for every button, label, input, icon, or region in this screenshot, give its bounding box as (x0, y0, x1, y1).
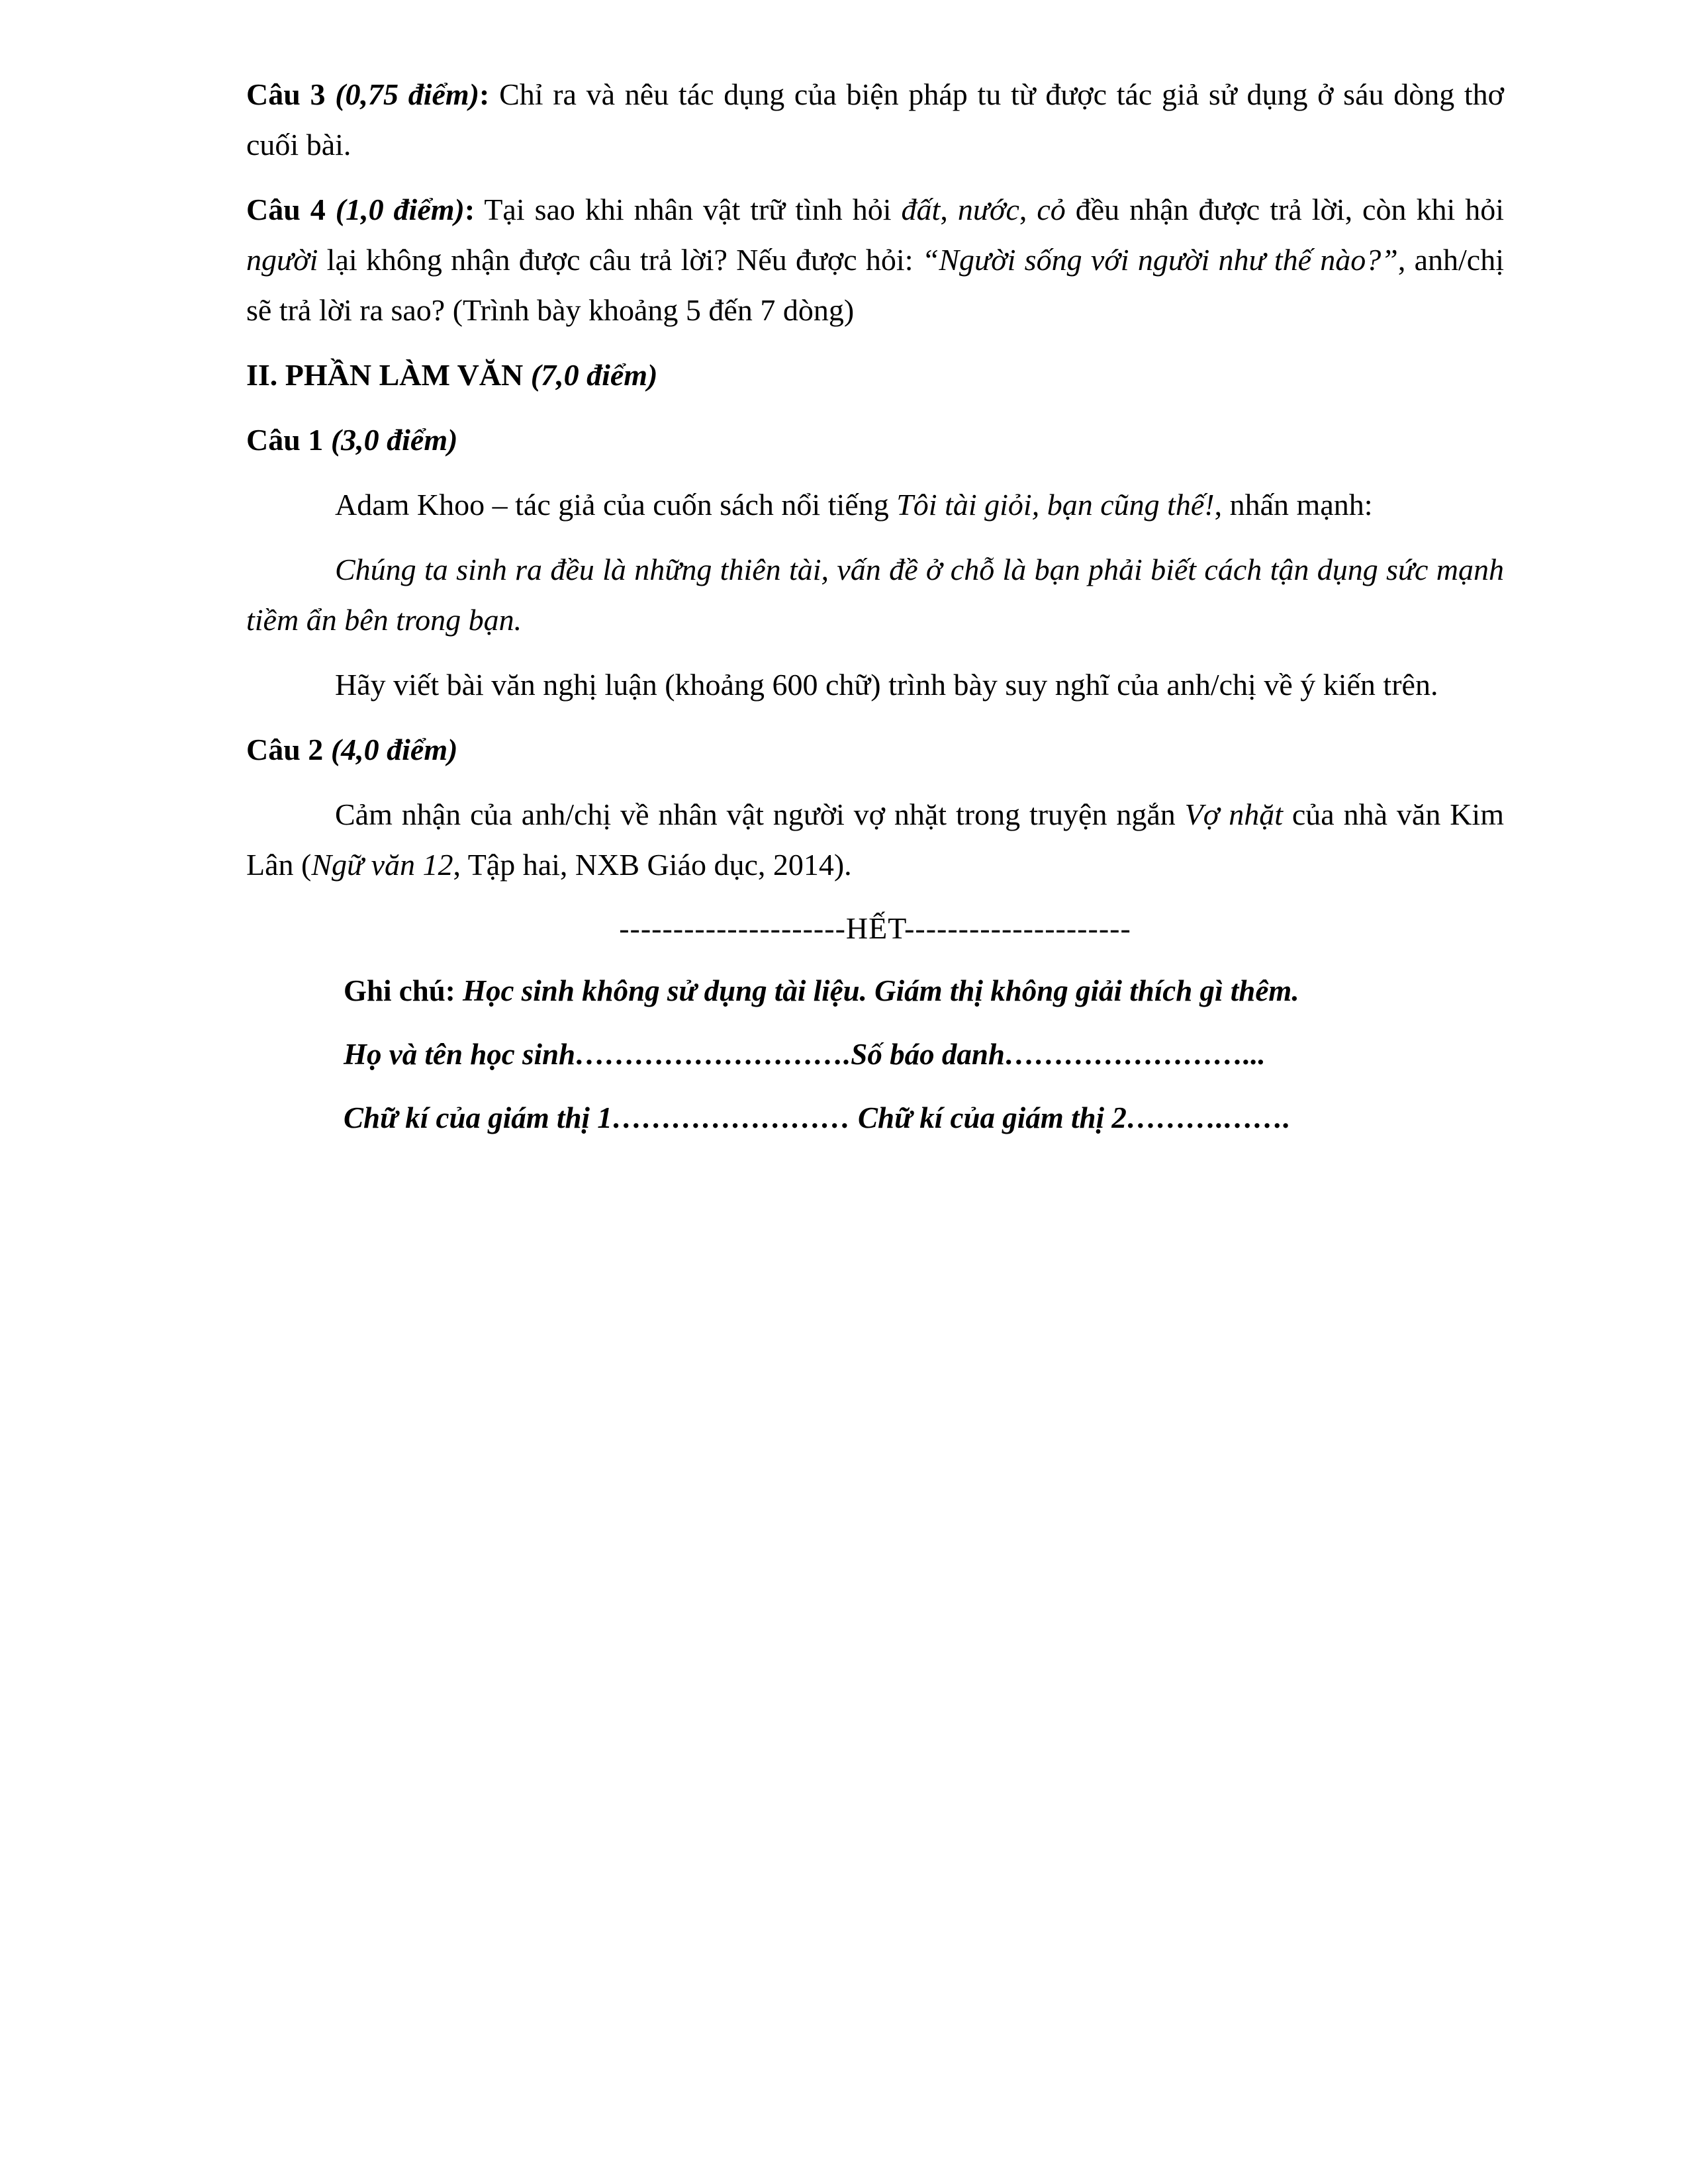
essay-2-task (246, 790, 1504, 890)
essay-2-text-3: , Tập hai, NXB Giáo dục, 2014). (453, 848, 852, 882)
question-4-colon: : (464, 193, 475, 226)
part-2-heading (246, 350, 1504, 400)
exam-page (246, 69, 1504, 1150)
question-4-text-3: , (1019, 193, 1037, 226)
essay-1-intro-text-2: , nhấn mạnh: (1214, 488, 1373, 522)
question-4-word-dat: đất (901, 193, 941, 226)
essay-2-points: (4,0 điểm) (330, 733, 458, 766)
essay-2-textbook: Ngữ văn 12 (311, 848, 453, 882)
question-4 (246, 185, 1504, 336)
essay-1-points: (3,0 điểm) (330, 423, 458, 457)
essay-2-work-title: Vợ nhặt (1184, 797, 1283, 831)
question-3 (246, 69, 1504, 170)
question-4-word-co: cỏ (1037, 193, 1066, 226)
essay-2-text-2: của nhà văn Kim Lân ( (246, 797, 1504, 882)
proctor-signature-line: Chữ kí của giám thị 1…………………… Chữ kí của giám thị 2……….……. (344, 1101, 1291, 1134)
question-4-word-nguoi: người (246, 243, 318, 277)
question-4-text-4: đều nhận được trả lời, còn khi hỏi (1065, 193, 1504, 226)
note-line (246, 959, 1504, 1023)
question-3-label: Câu 3 (246, 77, 326, 111)
essay-2-label: Câu 2 (246, 733, 331, 766)
note-label: Ghi chú: (344, 974, 455, 1007)
essay-1-intro (246, 480, 1504, 530)
question-3-text: Chỉ ra và nêu tác dụng của biện pháp tu từ được tác giả sử dụng ở sáu dòng thơ cuối bài. (246, 77, 1505, 161)
part-2-title: II. PHẦN LÀM VĂN (246, 358, 531, 392)
essay-1-task: Hãy viết bài văn nghị luận (khoảng 600 chữ) trình bày suy nghĩ của anh/chị về ý kiến trên. (335, 668, 1438, 702)
question-4-label: Câu 4 (246, 193, 326, 226)
essay-1-book-title: Tôi tài giỏi, bạn cũng thế! (896, 488, 1215, 522)
question-4-text-5: lại không nhận được câu trả lời? Nếu được hỏi: (318, 243, 922, 277)
part-2-points: (7,0 điểm) (530, 358, 658, 392)
question-4-text-2: , (940, 193, 958, 226)
question-4-points: (1,0 điểm) (335, 193, 465, 226)
question-3-points: (0,75 điểm) (335, 77, 480, 111)
question-4-text-6: , anh/chị sẽ trả lời ra sao? (Trình bày khoảng 5 đến 7 dòng) (246, 243, 1505, 327)
essay-1-intro-text-1: Adam Khoo – tác giả của cuốn sách nổi tiếng (335, 488, 897, 522)
question-4-quote: “Người sống với người như thế nào?” (921, 243, 1398, 277)
question-3-colon: : (479, 77, 490, 111)
essay-2-heading (246, 725, 1504, 775)
essay-1-quote: Chúng ta sinh ra đều là những thiên tài, vấn đề ở chỗ là bạn phải biết cách tận dụng sức mạnh tiềm ẩn bên trong bạn. (246, 553, 1504, 637)
essay-2-text-1: Cảm nhận của anh/chị về nhân vật người vợ nhặt trong truyện ngắn (335, 797, 1185, 831)
question-4-text-1: Tại sao khi nhân vật trữ tình hỏi (475, 193, 902, 226)
question-4-word-nuoc: nước (957, 193, 1019, 226)
end-mark: ---------------------HẾT--------------------- (619, 911, 1131, 945)
student-name-line: Họ và tên học sinh……………………….Số báo danh……………………... (344, 1038, 1266, 1071)
note-text: Học sinh không sử dụng tài liệu. Giám thị không giải thích gì thêm. (455, 974, 1299, 1007)
essay-1-label: Câu 1 (246, 423, 331, 457)
essay-1-heading (246, 415, 1504, 465)
